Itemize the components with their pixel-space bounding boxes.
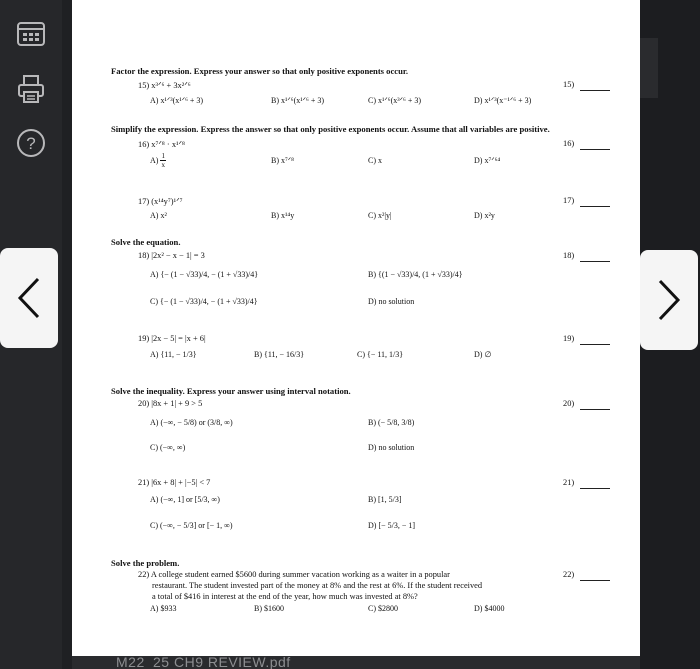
svg-text:?: ? [26, 134, 36, 153]
prev-page-button[interactable] [0, 248, 58, 348]
help-icon[interactable] [12, 124, 50, 162]
document-page [72, 0, 640, 660]
q19-option-d[interactable]: D) ∅ [474, 350, 492, 359]
answer-number-19: 19) [563, 334, 575, 343]
q15-option-c[interactable]: C) x¹ᐟ⁶(x³ᐟ⁶ + 3) [368, 96, 421, 105]
question-21: 21) |6x + 8| + |−5| < 7 [138, 478, 211, 487]
calendar-icon[interactable] [12, 14, 50, 52]
q20-option-d[interactable]: D) no solution [368, 443, 415, 452]
prev-arrow-icon [12, 273, 46, 323]
answer-blank-16[interactable] [580, 149, 610, 150]
section-simplify: Simplify the expression. Express the answer so that only positive exponents occur. Assume that all variables are positive. [111, 124, 550, 134]
question-22: 22) A college student earned $5600 during summer vacation working as a waiter in a popular [138, 570, 450, 579]
answer-number-21: 21) [563, 478, 575, 487]
q17-option-d[interactable]: D) x²y [474, 211, 495, 220]
answer-blank-17[interactable] [580, 206, 610, 207]
question-20: 20) |8x + 1| + 9 > 5 [138, 399, 203, 408]
q19-option-b[interactable]: B) {11, − 16/3} [254, 350, 305, 359]
print-icon[interactable] [12, 70, 50, 108]
q18-option-a[interactable]: A) {− (1 − √33)/4, − (1 + √33)/4} [150, 270, 259, 279]
next-arrow-icon [652, 275, 686, 325]
question-16: 16) x⁷ᐟ⁸ · x¹ᐟ⁸ [138, 140, 185, 149]
q20-option-b[interactable]: B) (− 5/8, 3/8) [368, 418, 415, 427]
q18-option-c[interactable]: C) {− (1 − √33)/4, − (1 + √33)/4} [150, 297, 258, 306]
answer-blank-20[interactable] [580, 409, 610, 410]
viewer-gutter [62, 0, 72, 669]
answer-blank-21[interactable] [580, 488, 610, 489]
q21-option-a[interactable]: A) (−∞, 1] or [5/3, ∞) [150, 495, 220, 504]
answer-blank-18[interactable] [580, 261, 610, 262]
question-17: 17) (x¹⁴y⁷)¹ᐟ⁷ [138, 197, 183, 206]
q21-option-d[interactable]: D) [− 5/3, − 1] [368, 521, 416, 530]
q22-option-d[interactable]: D) $4000 [474, 604, 505, 613]
q22-option-a[interactable]: A) $933 [150, 604, 177, 613]
q16-option-b[interactable]: B) x⁷ᐟ⁸ [271, 156, 294, 165]
file-name-bar [72, 656, 640, 669]
q16-option-a[interactable]: A) $\frac{1}{x}$ [150, 152, 165, 169]
section-factor: Factor the expression. Express your answer so that only positive exponents occur. [111, 66, 409, 76]
answer-number-20: 20) [563, 399, 575, 408]
section-problem: Solve the problem. [111, 558, 180, 568]
section-equation: Solve the equation. [111, 237, 181, 247]
q20-option-a[interactable]: A) (−∞, − 5/8) or (3/8, ∞) [150, 418, 233, 427]
q17-option-b[interactable]: B) x¹⁴y [271, 211, 295, 220]
viewer-right-panel [640, 38, 658, 98]
answer-blank-15[interactable] [580, 90, 610, 91]
q21-option-c[interactable]: C) (−∞, − 5/3] or [− 1, ∞) [150, 521, 233, 530]
answer-number-18: 18) [563, 251, 575, 260]
q22-option-b[interactable]: B) $1600 [254, 604, 284, 613]
q18-option-b[interactable]: B) {(1 − √33)/4, (1 + √33)/4} [368, 270, 463, 279]
q19-option-c[interactable]: C) {− 11, 1/3} [357, 350, 404, 359]
q17-option-c[interactable]: C) x²|y| [368, 211, 392, 220]
question-15: 15) x³ᐟ⁶ + 3x²ᐟ⁶ [138, 81, 191, 90]
q15-option-b[interactable]: B) x¹ᐟ⁶(x¹ᐟ⁶ + 3) [271, 96, 324, 105]
answer-blank-22[interactable] [580, 580, 610, 581]
next-page-button[interactable] [640, 250, 698, 350]
q17-option-a[interactable]: A) x² [150, 211, 167, 220]
q16-option-d[interactable]: D) x⁷ᐟ⁶⁴ [474, 156, 501, 165]
section-inequality: Solve the inequality. Express your answer using interval notation. [111, 386, 351, 396]
q19-option-a[interactable]: A) {11, − 1/3} [150, 350, 197, 359]
answer-number-17: 17) [563, 196, 575, 205]
answer-number-16: 16) [563, 139, 575, 148]
answer-number-15: 15) [563, 80, 575, 89]
question-18: 18) |2x² − x − 1| = 3 [138, 251, 205, 260]
q15-option-d[interactable]: D) x¹ᐟ³(x⁻¹ᐟ⁶ + 3) [474, 96, 532, 105]
answer-blank-19[interactable] [580, 344, 610, 345]
q18-option-d[interactable]: D) no solution [368, 297, 415, 306]
answer-number-22: 22) [563, 570, 575, 579]
q15-option-a[interactable]: A) x¹ᐟ³(x¹ᐟ⁶ + 3) [150, 96, 204, 105]
q20-option-c[interactable]: C) (−∞, ∞) [150, 443, 186, 452]
q22-option-c[interactable]: C) $2800 [368, 604, 398, 613]
question-19: 19) |2x − 5| = |x + 6| [138, 334, 206, 343]
question-22-line-2: restaurant. The student invested part of the money at 8% and the rest at 6%. If the student received [152, 581, 483, 590]
question-22-line-3: a total of $416 in interest at the end of the year, how much was invested at 8%? [152, 592, 418, 601]
file-name[interactable]: M22_25 CH9 REVIEW.pdf [116, 656, 291, 669]
q21-option-b[interactable]: B) [1, 5/3] [368, 495, 402, 504]
q16-option-c[interactable]: C) x [368, 156, 382, 165]
